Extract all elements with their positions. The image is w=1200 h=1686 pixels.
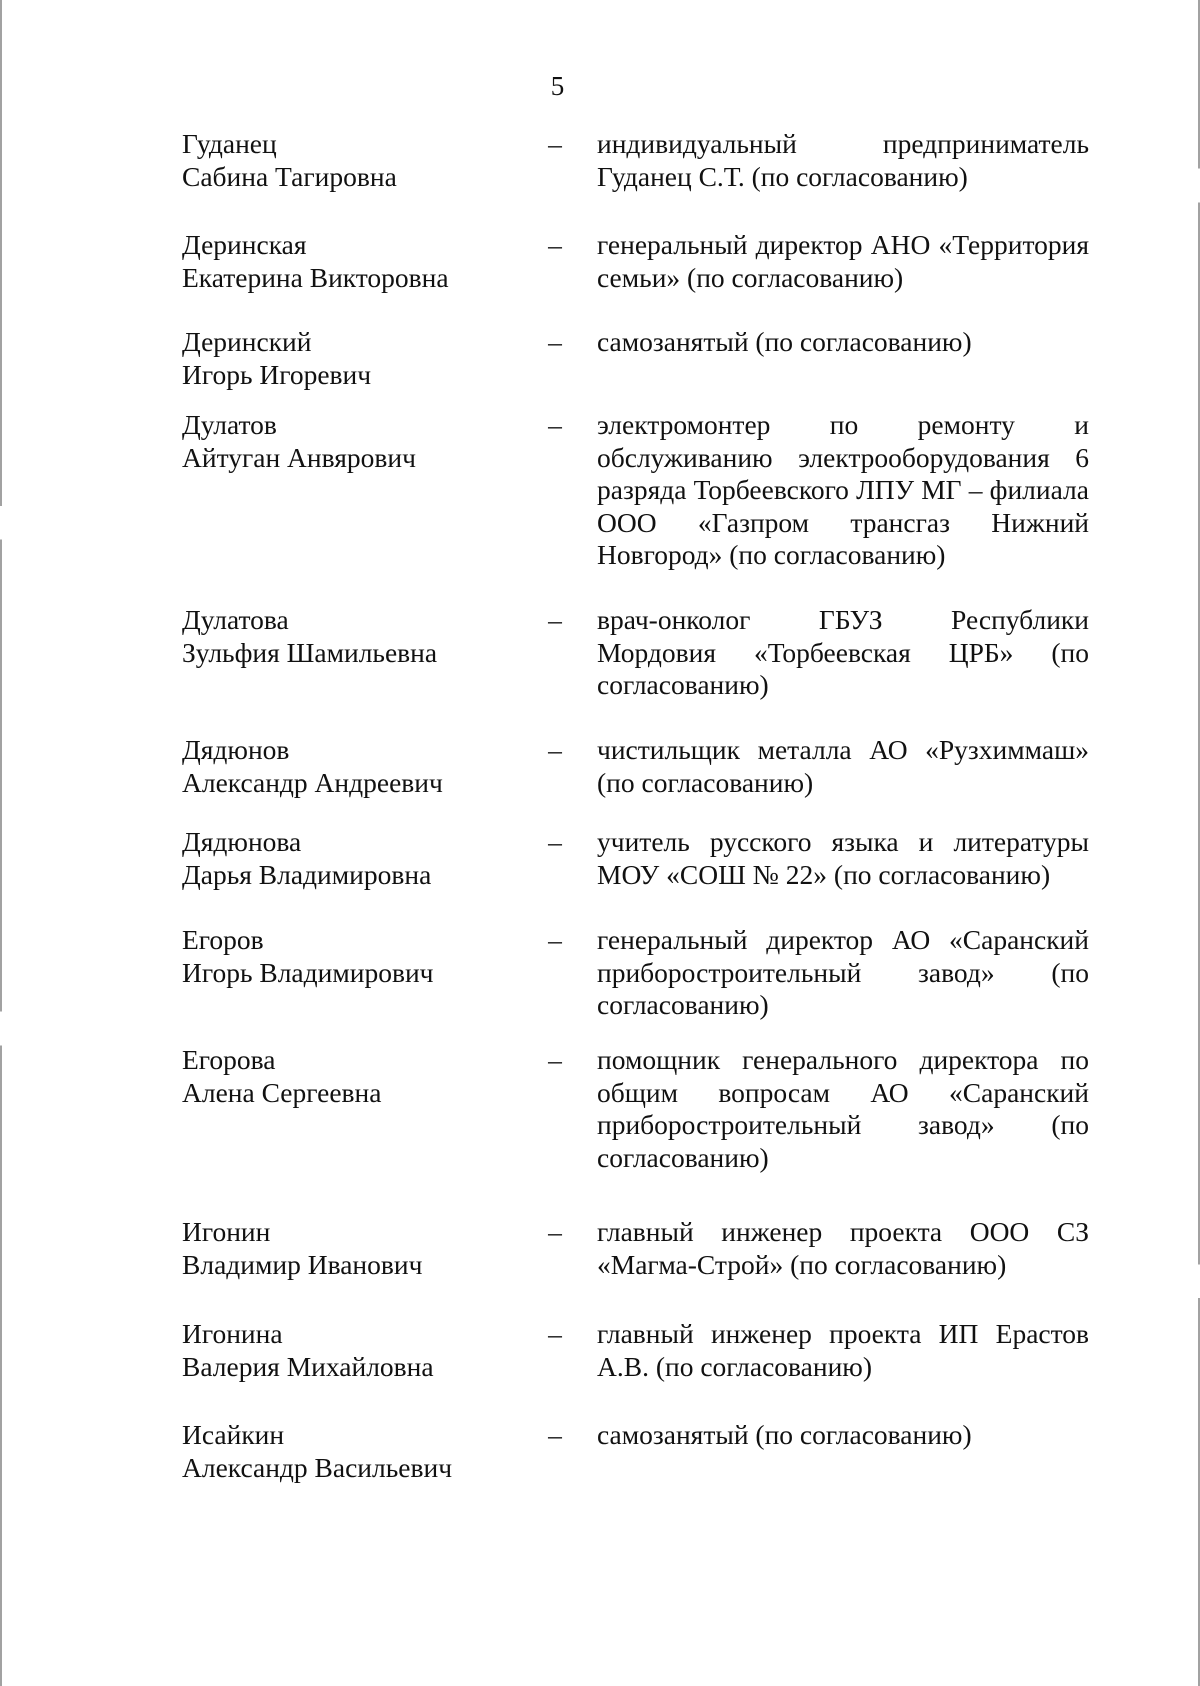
person-name	[182, 1044, 522, 1109]
person-given-names: Игорь Владимирович	[182, 956, 434, 988]
person-given-names: Зульфия Шамильевна	[182, 636, 438, 668]
person-surname: Дядюнов	[182, 734, 290, 765]
person-position: помощник генерального директора по общим вопросам АО «Саранский приборостроительный завод» (по согласованию)	[597, 1044, 1089, 1173]
person-position: самозанятый (по согласованию)	[597, 326, 972, 357]
person-position: врач-онколог ГБУЗ Республики Мордовия «Торбеевская ЦРБ» (по согласованию)	[597, 604, 1089, 700]
person-name	[182, 1216, 522, 1281]
separator-dash: –	[548, 1318, 562, 1349]
person-surname: Егоров	[182, 924, 264, 955]
person-given-names: Валерия Михайловна	[182, 1350, 434, 1382]
person-surname: Деринская	[182, 229, 307, 260]
person-name	[182, 229, 522, 294]
separator-dash: –	[548, 409, 562, 440]
person-position: генеральный директор АО «Саранский приборостроительный завод» (по согласованию)	[597, 924, 1089, 1020]
person-given-names: Дарья Владимировна	[182, 858, 432, 890]
person-name	[182, 924, 522, 989]
separator-dash: –	[548, 924, 562, 955]
person-surname: Исайкин	[182, 1419, 285, 1450]
person-surname: Деринский	[182, 326, 312, 357]
separator-dash: –	[548, 1044, 562, 1075]
separator-dash: –	[548, 1216, 562, 1247]
separator-dash: –	[548, 128, 562, 159]
person-position: главный инженер проекта ООО СЗ «Магма-Строй» (по согласованию)	[597, 1216, 1089, 1280]
separator-dash: –	[548, 734, 562, 765]
person-surname: Егорова	[182, 1044, 276, 1075]
person-name	[182, 604, 522, 669]
person-name	[182, 326, 522, 391]
person-surname: Дулатова	[182, 604, 289, 635]
person-given-names: Игорь Игоревич	[182, 358, 372, 390]
separator-dash: –	[548, 326, 562, 357]
person-given-names: Екатерина Викторовна	[182, 261, 449, 293]
person-given-names: Александр Андреевич	[182, 766, 443, 798]
person-given-names: Айтуган Анвярович	[182, 441, 416, 473]
person-name	[182, 734, 522, 799]
person-position: главный инженер проекта ИП Ерастов А.В. (по согласованию)	[597, 1318, 1089, 1382]
person-given-names: Сабина Тагировна	[182, 160, 397, 192]
page-number: 5	[550, 71, 565, 101]
person-position: генеральный директор АНО «Территория семьи» (по согласованию)	[597, 229, 1089, 293]
person-position: индивидуальный предприниматель Гуданец С.Т. (по согласованию)	[597, 128, 1089, 192]
person-surname: Игонина	[182, 1318, 283, 1349]
person-name	[182, 1318, 522, 1383]
person-position: учитель русского языка и литературы МОУ «СОШ № 22» (по согласованию)	[597, 826, 1089, 890]
person-name	[182, 409, 522, 474]
separator-dash: –	[548, 604, 562, 635]
person-given-names: Владимир Иванович	[182, 1248, 423, 1280]
person-name	[182, 1419, 522, 1484]
separator-dash: –	[548, 1419, 562, 1450]
person-name	[182, 826, 522, 891]
person-given-names: Алена Сергеевна	[182, 1076, 382, 1108]
person-position: чистильщик металла АО «Рузхиммаш» (по согласованию)	[597, 734, 1089, 798]
person-given-names: Александр Васильевич	[182, 1451, 453, 1483]
person-position: самозанятый (по согласованию)	[597, 1419, 972, 1450]
separator-dash: –	[548, 826, 562, 857]
person-surname: Гуданец	[182, 128, 277, 159]
person-position: электромонтер по ремонту и обслуживанию электрооборудования 6 разряда Торбеевского ЛПУ МГ – филиала ООО «Газпром трансгаз Нижний Новгород» (по согласованию)	[597, 409, 1089, 570]
person-name	[182, 128, 522, 193]
person-surname: Игонин	[182, 1216, 271, 1247]
person-surname: Дулатов	[182, 409, 277, 440]
separator-dash: –	[548, 229, 562, 260]
person-surname: Дядюнова	[182, 826, 302, 857]
